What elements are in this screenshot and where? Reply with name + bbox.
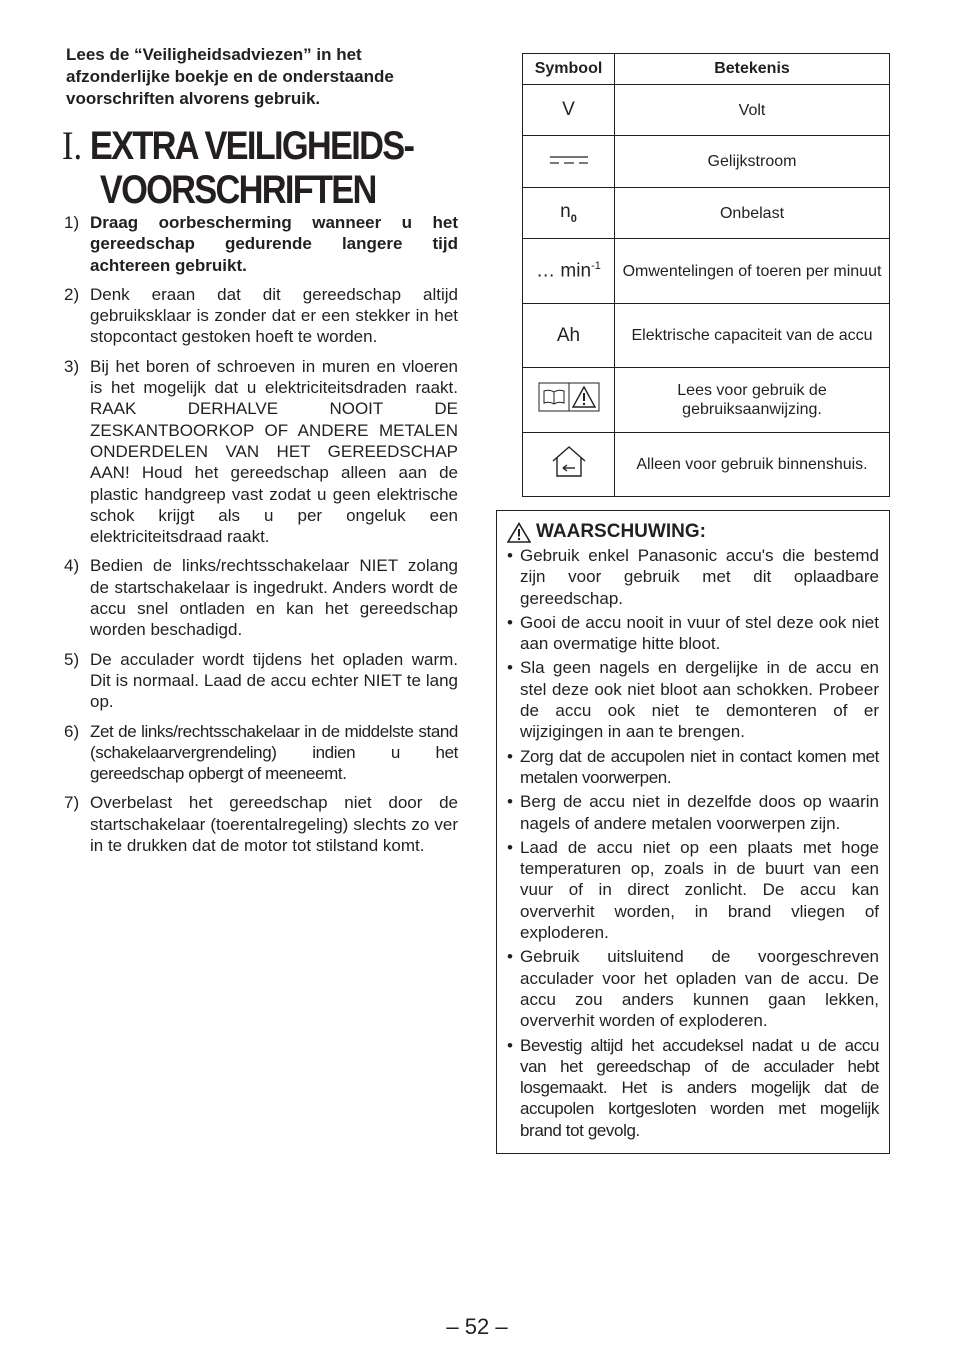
warning-title: WAARSCHUWING: [536,521,706,542]
rule-text: Bij het boren of schroeven in muren en vloeren is het mogelijk dat u elektriciteitsdraden raakt. RAAK DERHALVE NOOIT DE ZESKANTBOORKOP OF ANDERE METALEN ONDERDELEN VAN HET GEREEDSCHAP AAN! Houd het gereedschap alleen aan de plastic handgreep vast zodat u geen elektrische schok krijgt als u per ongeluk een elektriciteitsdraad raakt. [90,356,458,547]
rule-item [64,792,458,856]
symbol-table [522,53,890,497]
warning-triangle-icon [507,522,531,543]
warning-item: • Bevestig altijd het accudeksel nadat u de accu van het gereedschap of de acculader hebt losgemaakt. Het is anders mogelijk dat de accupolen kortgesloten worden met mogelijk brand tot gevolg. [507,1035,879,1141]
rule-text: Zet de links/rechtsschakelaar in de middelste stand (schakelaarvergrendeling) indien u het gereedschap opbergt of meeneemt. [90,721,458,784]
meaning-cell: Lees voor gebruik de gebruiksaanwijzing. [615,368,890,433]
rule-text: Overbelast het gereedschap niet door de startschakelaar (toerentalregeling) slechts zo ver in te drukken dat de motor tot stilstand komt. [90,793,458,856]
symbol-table-header [523,54,890,85]
warning-item: • Laad de accu niet op een plaats met hoge temperaturen op, zoals in de buurt van een vuur of in direct zonlicht. De accu kan oververhit worden, in brand vliegen of exploderen. [507,837,879,943]
table-row [523,188,890,239]
header-meaning: Betekenis [615,54,890,85]
meaning-cell: Alleen voor gebruik binnenshuis. [615,433,890,497]
rule-number: 2) [64,284,80,304]
symbol-text: n [560,201,571,223]
warning-item: • Gebruik enkel Panasonic accu's die bestemd zijn voor gebruik met dit oplaadbare gereedschap. [507,545,879,609]
table-row [523,239,890,304]
dc-icon [549,153,589,167]
rule-number: 1) [64,213,80,232]
meaning-cell: Omwentelingen of toeren per minuut [615,239,890,304]
meaning-cell: Onbelast [615,188,890,239]
symbol-cell [523,239,615,304]
heading-roman-numeral: I. [62,123,83,168]
table-row [523,85,890,136]
rule-number: 5) [64,649,80,669]
intro-text: Lees de “Veiligheidsadviezen” in het afzonderlijke boekje en de onderstaande voorschriften alvorens gebruik. [66,45,394,108]
meaning-cell: Gelijkstroom [615,136,890,188]
warning-box [496,510,890,1154]
symbol-cell: V [523,85,615,136]
rule-text: Bedien de links/rechtsschakelaar NIET zolang de startschakelaar is ingedrukt. Anders wordt de accu snel ontladen en kan het gereedschap worden beschadigd. [90,556,458,640]
rule-text: De acculader wordt tijdens het opladen warm. Dit is normaal. Laad de accu echter NIET te lang op. [90,649,458,712]
rule-number: 7) [64,793,80,813]
symbol-cell [523,433,615,497]
page-number: – 52 – [446,1314,508,1339]
indoor-house-icon [549,444,589,480]
warning-list [507,545,879,1141]
warning-item: • Zorg dat de accupolen niet in contact komen met metalen voorwerpen. [507,746,879,789]
table-row [523,368,890,433]
table-row [523,433,890,497]
rule-text: Denk eraan dat dit gereedschap altijd gebruiksklaar is zonder dat er een stekker in het stopcontact gestoken hoeft te worden. [90,284,458,347]
symbol-subscript: 0 [570,212,577,225]
warning-item: • Berg de accu niet in dezelfde doos op waarin nagels of andere metalen voorwerpen zijn. [507,791,879,834]
warning-title-row [507,521,889,543]
rule-item [64,555,458,640]
rule-item [64,212,458,276]
rule-item [64,356,458,548]
table-row [523,304,890,368]
rules-list [64,212,458,864]
symbol-cell: Ah [523,304,615,368]
header-symbol: Symbool [523,54,615,85]
warning-item: • Gebruik uitsluitend de voorgeschreven acculader voor het opladen van de accu. De accu zou anders kunnen gaan lekken, oververhit worden of exploderen. [507,946,879,1031]
rule-item [64,721,458,785]
meaning-cell: Volt [615,85,890,136]
rule-number: 3) [64,356,80,376]
symbol-text: … min [536,260,592,282]
rule-item [64,649,458,713]
symbol-cell [523,368,615,433]
rule-number: 6) [64,721,80,741]
symbol-cell [523,136,615,188]
warning-item: • Sla geen nagels en dergelijke in de accu en stel deze ook niet bloot aan schokken. Probeer de accu ook niet te demonteren of er wijzigingen in aan te brengen. [507,657,879,742]
symbol-superscript: -1 [591,259,601,272]
rule-text: Draag oorbescherming wanneer u het gereedschap gedurende langere tijd achtereen gebruikt. [90,213,458,275]
rule-item [64,284,458,348]
meaning-cell: Elektrische capaciteit van de accu [615,304,890,368]
section-heading [62,124,415,212]
heading-line-2: VOORSCHRIFTEN [99,168,376,212]
warning-item: • Gooi de accu nooit in vuur of stel deze ook niet aan overmatige hitte bloot. [507,612,879,655]
symbol-cell [523,188,615,239]
table-row [523,136,890,188]
heading-line-1: EXTRA VEILIGHEIDS- [89,124,414,168]
manual-warning-icon [538,382,600,412]
rule-number: 4) [64,556,80,576]
